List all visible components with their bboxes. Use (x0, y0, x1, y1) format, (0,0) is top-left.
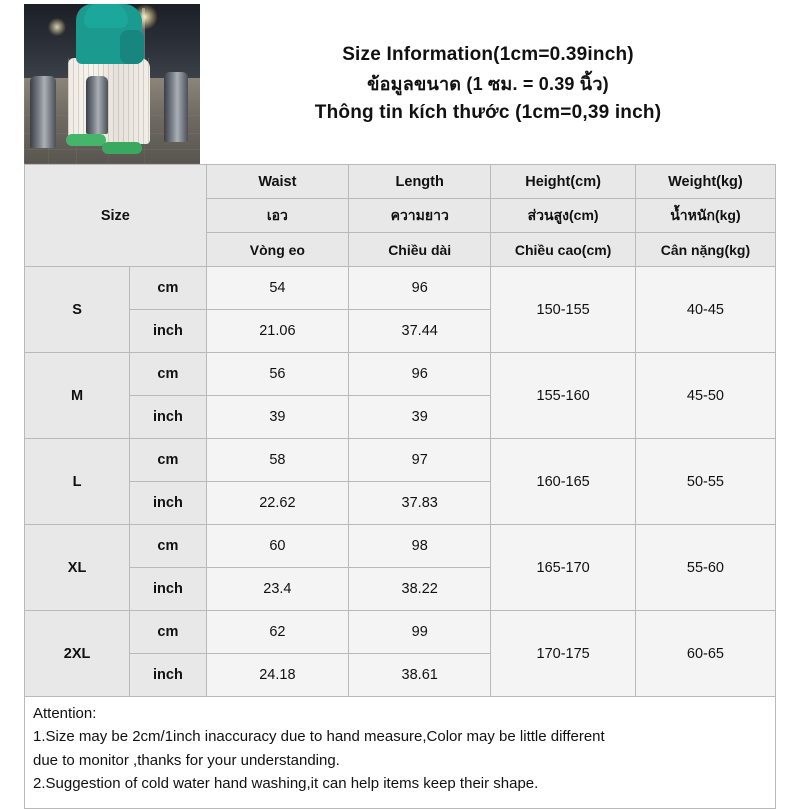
bollard-right (164, 72, 188, 142)
unit-inch: inch (130, 568, 207, 611)
weight-s: 40-45 (635, 267, 775, 353)
length-cm-l: 97 (349, 439, 491, 482)
height-xl: 165-170 (491, 525, 636, 611)
unit-cm: cm (130, 611, 207, 654)
length-inch-xl: 38.22 (349, 568, 491, 611)
model-arm (120, 30, 144, 64)
model-shoe-left (66, 134, 106, 146)
weight-2xl: 60-65 (635, 611, 775, 697)
model-shoe-right (102, 142, 142, 154)
unit-inch: inch (130, 654, 207, 697)
header-height-th: ส่วนสูง(cm) (491, 199, 636, 233)
title-block (200, 4, 776, 164)
header-height-vi: Chiều cao(cm) (491, 233, 636, 267)
size-table (24, 164, 776, 697)
unit-inch: inch (130, 310, 207, 353)
unit-inch: inch (130, 482, 207, 525)
photo-pavement-lines-vertical (24, 78, 25, 164)
table-header-row-en (25, 165, 776, 199)
model-pants (68, 58, 150, 144)
header-waist-vi: Vòng eo (206, 233, 348, 267)
header-length-en: Length (349, 165, 491, 199)
waist-cm-xl: 60 (206, 525, 348, 568)
attention-line-3: 2.Suggestion of cold water hand washing,it can help items keep their shape. (33, 774, 539, 792)
attention-heading: Attention: (33, 705, 97, 722)
attention-line-1: 1.Size may be 2cm/1inch inaccuracy due to hand measure,Color may be little different (33, 728, 605, 746)
table-row (25, 353, 776, 396)
table-row (25, 611, 776, 654)
weight-xl: 55-60 (635, 525, 775, 611)
length-inch-l: 37.83 (349, 482, 491, 525)
waist-inch-2xl: 24.18 (206, 654, 348, 697)
header-height-en: Height(cm) (491, 165, 636, 199)
background-light-glow (48, 18, 66, 36)
height-s: 150-155 (491, 267, 636, 353)
waist-inch-xl: 23.4 (206, 568, 348, 611)
photo-pavement-lines-horizontal (24, 163, 200, 164)
size-label-xl: XL (25, 525, 130, 611)
table-row (25, 267, 776, 310)
waist-cm-m: 56 (206, 353, 348, 396)
header-weight-en: Weight(kg) (635, 165, 775, 199)
length-inch-m: 39 (349, 396, 491, 439)
length-cm-2xl: 99 (349, 611, 491, 654)
attention-block (24, 697, 776, 809)
header-length-vi: Chiều dài (349, 233, 491, 267)
product-photo (24, 4, 200, 164)
bollard-left (30, 76, 56, 148)
size-label-l: L (25, 439, 130, 525)
attention-line-2: due to monitor ,thanks for your understanding. (33, 751, 340, 769)
length-inch-s: 37.44 (349, 310, 491, 353)
height-2xl: 170-175 (491, 611, 636, 697)
weight-m: 45-50 (635, 353, 775, 439)
bollard-middle (86, 76, 108, 134)
waist-cm-l: 58 (206, 439, 348, 482)
unit-inch: inch (130, 396, 207, 439)
length-cm-xl: 98 (349, 525, 491, 568)
unit-cm: cm (130, 439, 207, 482)
unit-cm: cm (130, 353, 207, 396)
height-m: 155-160 (491, 353, 636, 439)
weight-l: 50-55 (635, 439, 775, 525)
size-label-s: S (25, 267, 130, 353)
length-cm-s: 96 (349, 267, 491, 310)
table-row (25, 439, 776, 482)
header-area (24, 0, 776, 164)
header-waist-th: เอว (206, 199, 348, 233)
title-english: Size Information(1cm=0.39inch) (342, 44, 634, 65)
waist-inch-l: 22.62 (206, 482, 348, 525)
title-vietnamese: Thông tin kích thước (1cm=0,39 inch) (314, 102, 662, 124)
header-waist-en: Waist (206, 165, 348, 199)
waist-cm-2xl: 62 (206, 611, 348, 654)
size-column-title: Size (25, 165, 207, 267)
table-row (25, 525, 776, 568)
height-l: 160-165 (491, 439, 636, 525)
header-weight-th: น้ำหนัก(kg) (635, 199, 775, 233)
waist-inch-m: 39 (206, 396, 348, 439)
waist-inch-s: 21.06 (206, 310, 348, 353)
unit-cm: cm (130, 267, 207, 310)
length-inch-2xl: 38.61 (349, 654, 491, 697)
length-cm-m: 96 (349, 353, 491, 396)
header-length-th: ความยาว (349, 199, 491, 233)
waist-cm-s: 54 (206, 267, 348, 310)
header-weight-vi: Cân nặng(kg) (635, 233, 775, 267)
size-label-m: M (25, 353, 130, 439)
title-thai: ข้อมูลขนาด (1 ซม. = 0.39 นิ้ว) (367, 73, 609, 94)
size-label-2xl: 2XL (25, 611, 130, 697)
unit-cm: cm (130, 525, 207, 568)
model-hood (84, 4, 128, 28)
